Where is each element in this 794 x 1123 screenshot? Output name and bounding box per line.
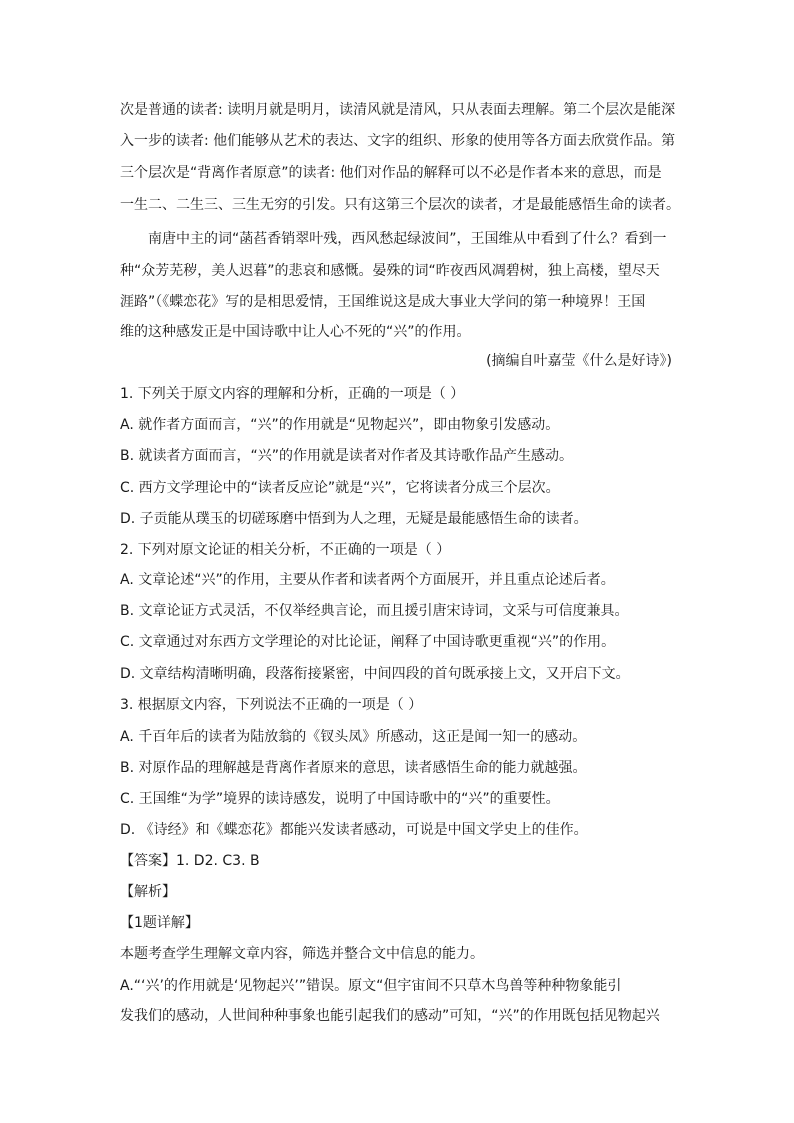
question-stem: 3. 根据原文内容，下列说法不正确的一项是（ ） [120,697,423,713]
answer-line [120,851,680,871]
option-a: A. 文章论述“兴”的作用，主要从作者和读者两个方面展开，并且重点论述后者。 [120,572,615,588]
answer-text: 1. D2. C3. B [176,853,260,869]
option-a: A. 千百年后的读者为陆放翁的《钗头凤》所感动，这正是闻一知一的感动。 [120,729,587,745]
answer-label: 【答案】 [120,853,176,869]
option-c: C. 文章通过对东西方文学理论的对比论证，阐释了中国诗歌更重视“兴”的作用。 [120,634,616,650]
paragraph-line: 维的这种感发正是中国诗歌中让人心不死的“兴”的作用。 [120,324,471,340]
option-c: C. 王国维“为学”境界的读诗感发，说明了中国诗歌中的“兴”的重要性。 [120,791,560,807]
paragraph-line: 三个层次是“背离作者原意”的读者: 他们对作品的解释可以不必是作者本来的意思，而是 [120,165,662,181]
analysis-line: 发我们的感动，人世间种种事象也能引起我们的感动”可知，“兴”的作用既包括见物起兴 [120,1008,660,1024]
option-c: C. 西方文学理论中的“读者反应论”就是“兴”，它将读者分成三个层次。 [120,480,560,496]
option-d: D. 《诗经》和《蝶恋花》都能兴发读者感动，可说是中国文学史上的佳作。 [120,822,588,838]
option-d: D. 子贡能从璞玉的切磋琢磨中悟到为人之理，无疑是最能感悟生命的读者。 [120,511,588,527]
paragraph-line: 种“众芳芜秽，美人迟暮”的悲哀和感慨。晏殊的词“昨夜西风凋碧树，独上高楼，望尽天 [120,263,660,279]
option-b: B. 就读者方面而言，“兴”的作用就是读者对作者及其诗歌作品产生感动。 [120,448,574,464]
analysis-line: A.“‘兴’的作用就是‘见物起兴’”错误。原文“但宇宙间不只草木鸟兽等种种物象能引 [120,978,622,994]
analysis-label: 【解析】 [120,884,176,900]
paragraph-line: 涯路”（《蝶恋花》写的是相思爱情，王国维说这是成大事业大学问的第一种境界！王国 [120,294,646,310]
paragraph-line: 次是普通的读者: 读明月就是明月，读清风就是清风，只从表面去理解。第二个层次是能深 [120,102,676,118]
option-b: B. 对原作品的理解越是背离作者原来的意思，读者感悟生命的能力就越强。 [120,760,587,776]
option-b: B. 文章论证方式灵活，不仅举经典言论，而且援引唐宋诗词，文采与可信度兼具。 [120,603,629,619]
source-citation: (摘编自叶嘉莹《什么是好诗》) [486,353,672,369]
question-stem: 2. 下列对原文论证的相关分析，不正确的一项是（ ） [120,542,451,558]
question-stem: 1. 下列关于原文内容的理解和分析，正确的一项是（ ） [120,386,465,402]
analysis-intro: 本题考查学生理解文章内容，筛选并整合文中信息的能力。 [120,946,484,962]
option-d: D. 文章结构清晰明确，段落衔接紧密，中间四段的首句既承接上文，又开启下文。 [120,666,630,682]
analysis-sub-label: 【1题详解】 [120,915,199,931]
paragraph-line: 入一步的读者: 他们能够从艺术的表达、文字的组织、形象的使用等各方面去欣赏作品。第 [120,133,676,149]
paragraph-line: 一生二、二生三、三生无穷的引发。只有这第三个层次的读者，才是最能感悟生命的读者。 [120,197,680,213]
paragraph-line: 南唐中主的词“菡萏香销翠叶残，西风愁起绿波间”，王国维从中看到了什么？看到一 [148,231,667,247]
option-a: A. 就作者方面而言，“兴”的作用就是“见物起兴”，即由物象引发感动。 [120,417,560,433]
